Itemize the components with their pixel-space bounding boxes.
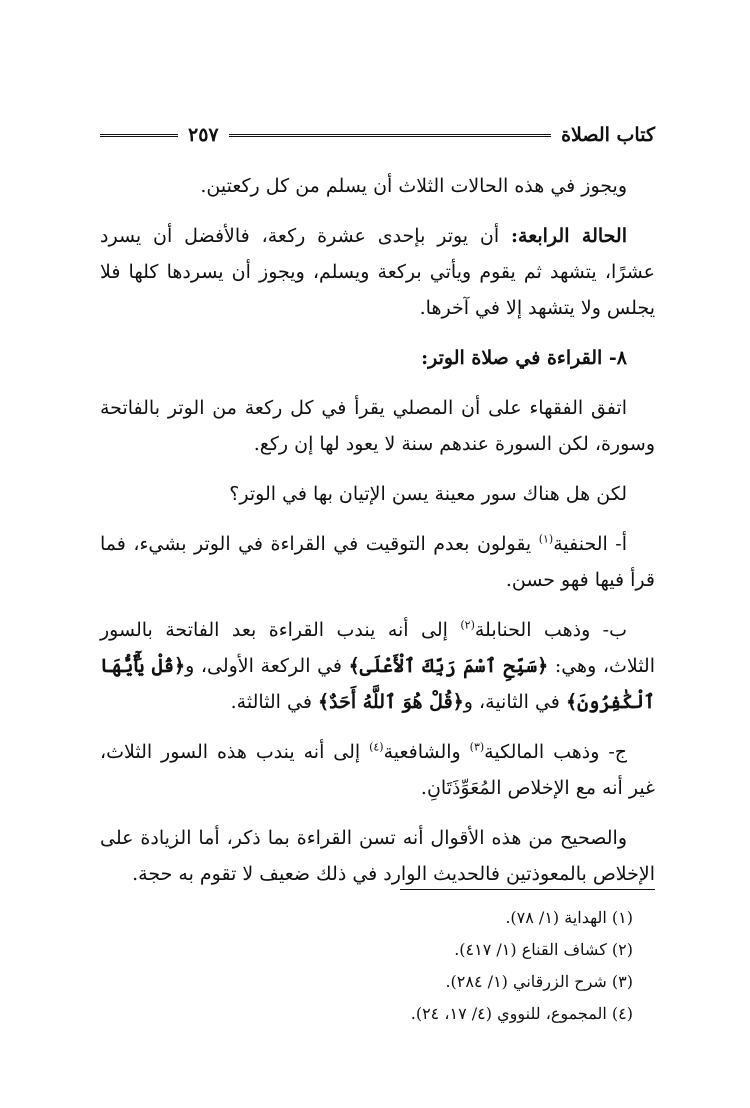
shafii-label: والشافعية — [383, 741, 470, 763]
footnote-ref-1: (١) — [538, 532, 554, 546]
paragraph-fourth-case — [100, 218, 655, 326]
footnote-item: (١) الهداية (١/ ٧٨). — [505, 908, 633, 927]
maliki-label: ج- وذهب المالكية — [484, 741, 627, 763]
paragraph-question: لكن هل هناك سور معينة يسن الإتيان بها في الوتر؟ — [229, 483, 627, 505]
footnotes — [100, 902, 655, 1030]
hanafi-label: أ- الحنفية — [553, 533, 627, 555]
fourth-case-label: الحالة الرابعة: — [511, 225, 627, 247]
paragraph-agreement: اتفق الفقهاء على أن المصلي يقرأ في كل ركعة من الوتر بالفاتحة وسورة، لكن السورة عندهم سنة لا يعود لها إن ركع. — [100, 397, 655, 455]
footnote-ref-4: (٤) — [369, 740, 384, 754]
paragraph-1: ويجوز في هذه الحالات الثلاث أن يسلم من كل ركعتين. — [200, 175, 627, 197]
footnote-ref-2: (٢) — [460, 618, 475, 632]
page-header — [100, 120, 655, 150]
hanbali-label: ب- وذهب الحنابلة — [474, 619, 627, 641]
footnote-item: (٤) المجموع، للنووي (٤/ ١٧، ٢٤). — [410, 1004, 633, 1023]
quran-verse-3: ﴿قُلْ هُوَ ٱللَّهُ أَحَدٌ﴾ — [317, 691, 464, 713]
paragraph-maliki-shafii — [100, 734, 655, 806]
footnote-divider — [400, 889, 655, 890]
paragraph-hanbali — [100, 612, 655, 720]
hanbali-text-2: في الركعة الأولى، و — [185, 655, 349, 677]
footnote-ref-3: (٣) — [469, 740, 485, 754]
quran-verse-1: ﴿سَبِّحِ ٱسْمَ رَبِّكَ ٱلْأَعْلَى﴾ — [348, 655, 549, 677]
book-title: كتاب الصلاة — [561, 124, 655, 146]
hanbali-text-4: في الثالثة. — [230, 691, 318, 713]
quran-verse-2: ﴿قُلْ يَٰٓأَيُّهَا ٱلْكَٰفِرُونَ﴾ — [100, 655, 655, 713]
hanafi-text: يقولون بعدم التوقيت في القراءة في الوتر بشيء، فما قرأ فيها فهو حسن. — [100, 533, 655, 591]
hanbali-text-3: في الثانية، و — [463, 691, 566, 713]
maliki-shafii-text: إلى أنه يندب هذه السور الثلاث، غير أنه مع الإخلاص المُعَوِّذَتَانِ. — [100, 741, 655, 799]
paragraph-hanafi — [100, 526, 655, 598]
hanbali-text: إلى أنه يندب القراءة بعد الفاتحة بالسور الثلاث، وهي: — [100, 619, 655, 677]
footnote-item: (٣) شرح الزرقاني (١/ ٢٨٤). — [445, 972, 633, 991]
footnote-item: (٢) كشاف القناع (١/ ٤١٧). — [454, 940, 633, 959]
page-body — [100, 168, 655, 906]
paragraph-conclusion: والصحيح من هذه الأقوال أنه تسن القراءة بما ذكر، أما الزيادة على الإخلاص بالمعوذتين فالحديث الوارد في ذلك ضعيف لا تقوم به حجة. — [100, 827, 655, 885]
section-heading-8: ٨- القراءة في صلاة الوتر: — [421, 347, 627, 369]
header-rule-end — [100, 134, 178, 137]
page-number: ٢٥٧ — [188, 124, 219, 146]
header-rule — [229, 134, 551, 137]
fourth-case-text: أن يوتر بإحدى عشرة ركعة، فالأفضل أن يسرد عشرًا، يتشهد ثم يقوم ويأتي بركعة ويسلم، ويجوز أن يسردها كلها فلا يجلس ولا يتشهد إلا في آخرها. — [100, 225, 655, 319]
